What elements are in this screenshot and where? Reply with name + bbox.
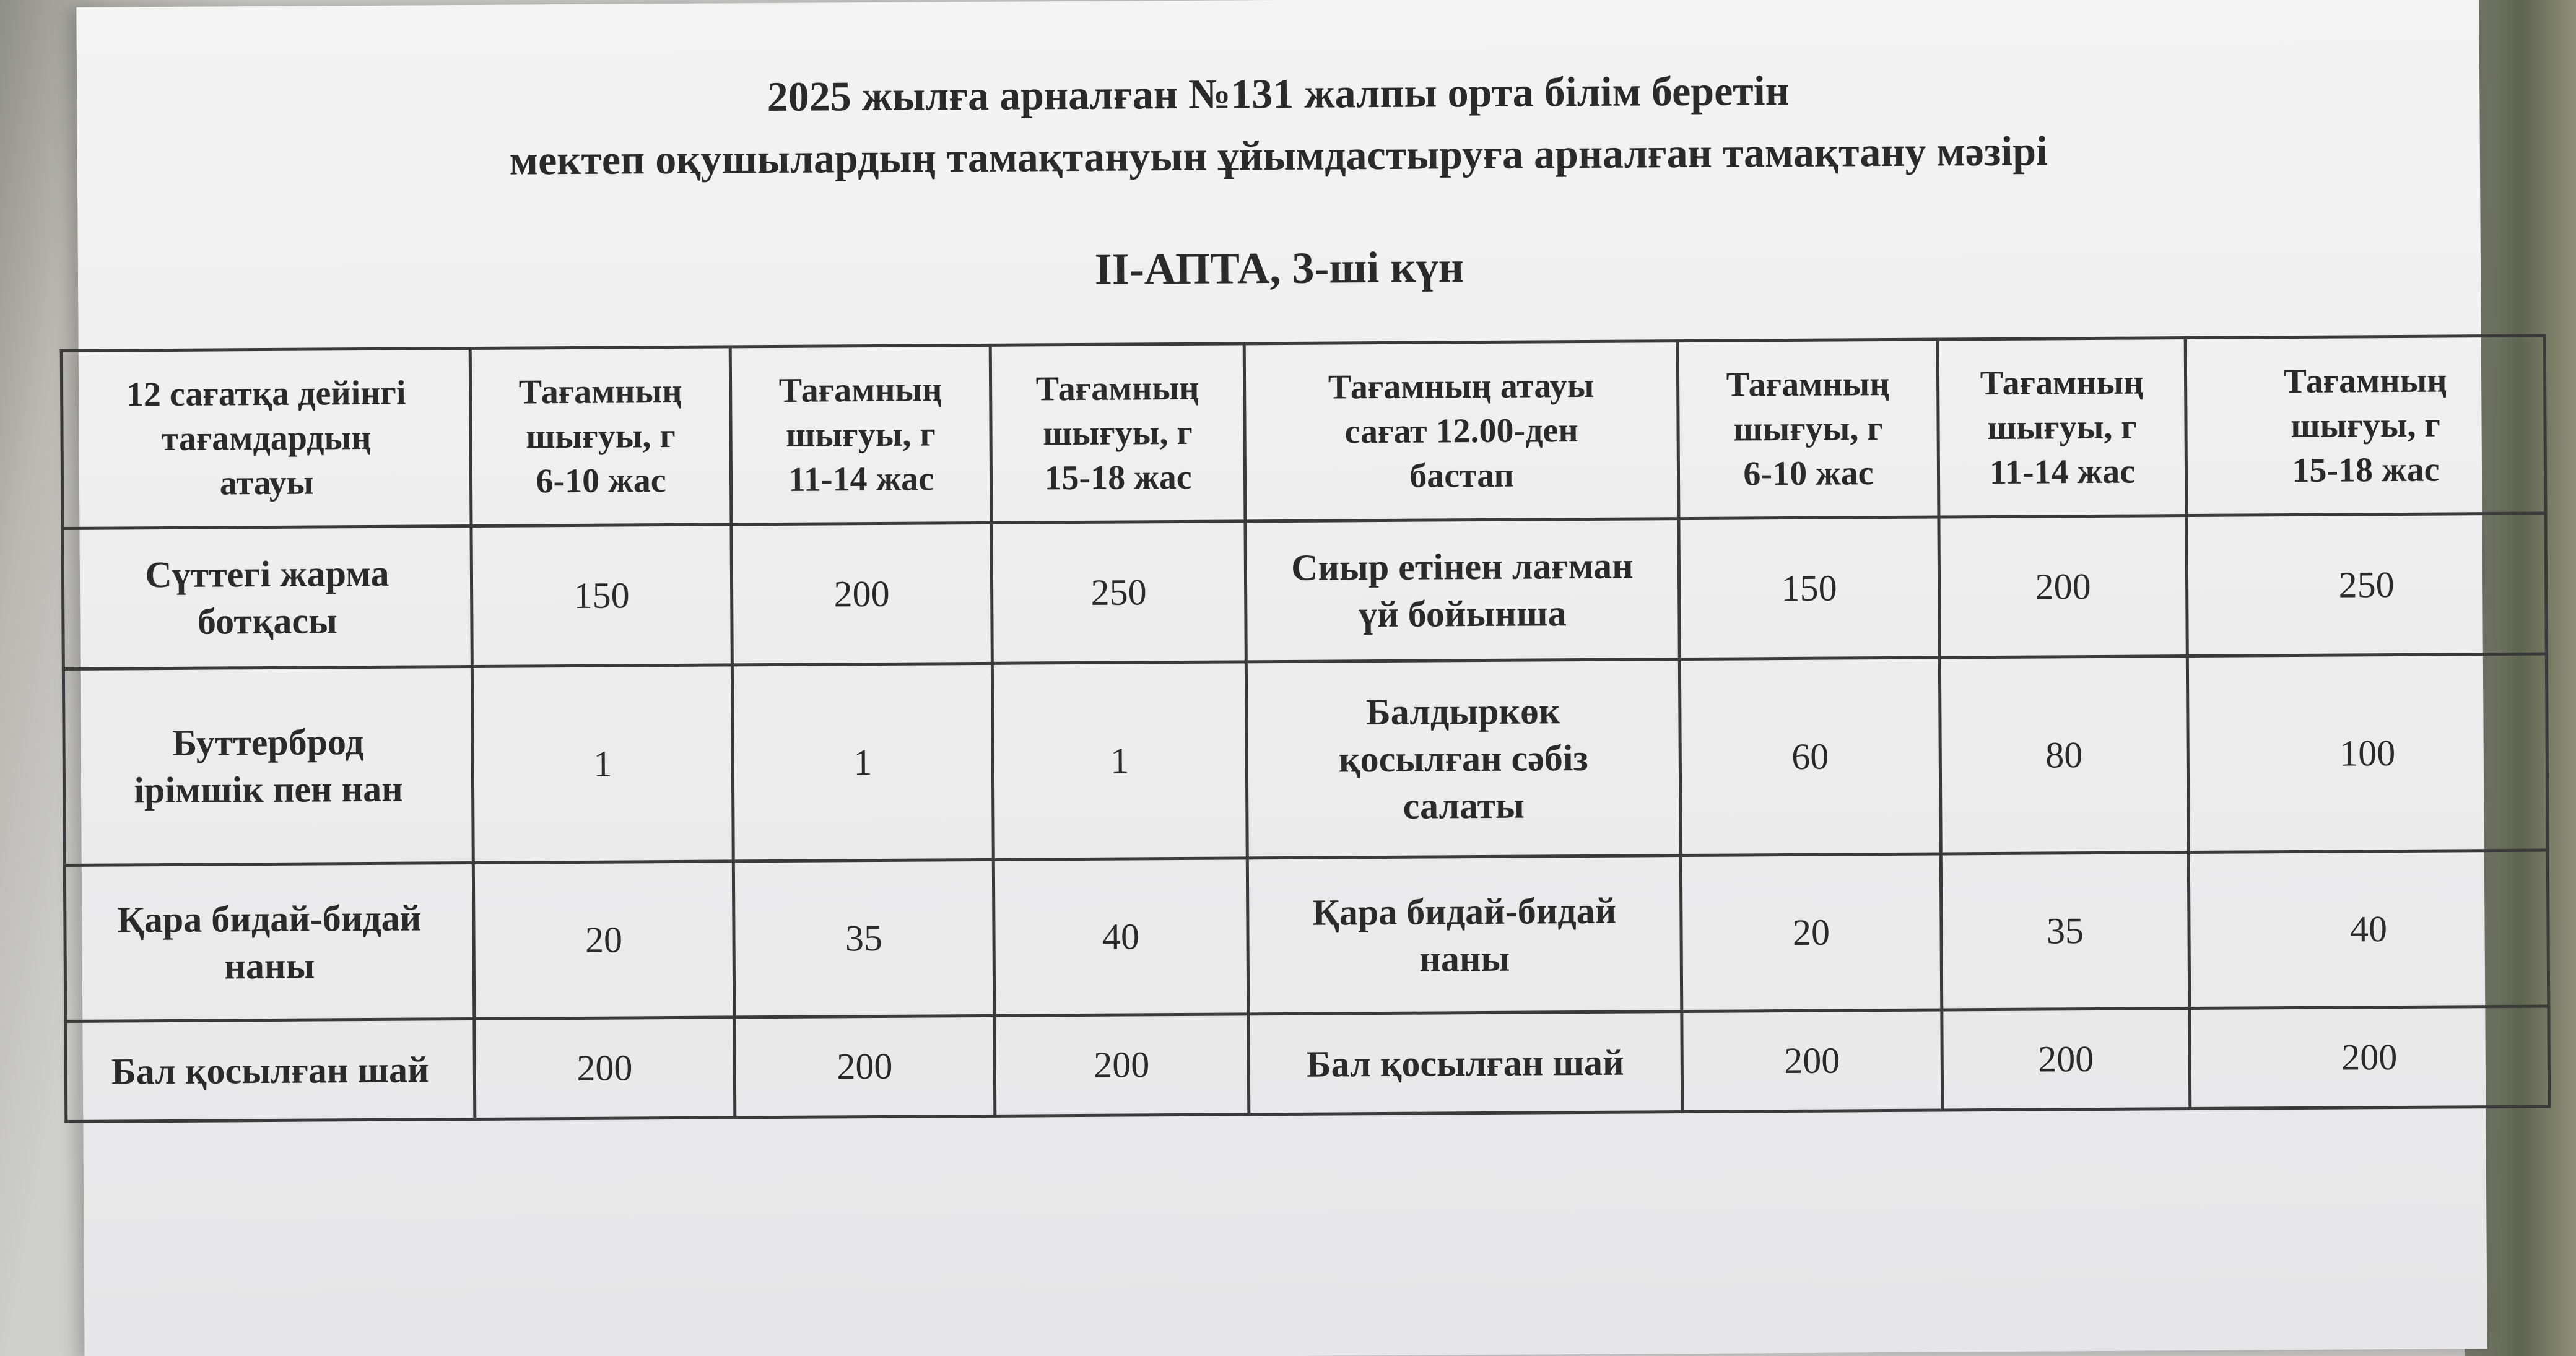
- before-noon-6-10-cell: 20: [473, 861, 734, 1019]
- after-noon-dish-cell: Балдыркөк қосылған сәбіз салаты: [1246, 659, 1681, 858]
- before-noon-15-18-cell: 40: [993, 858, 1248, 1015]
- after-noon-15-18-cell: 40: [2188, 850, 2549, 1009]
- before-noon-6-10-cell: 150: [471, 524, 732, 667]
- before-noon-11-14-cell: 200: [734, 1015, 995, 1118]
- table-row: [63, 654, 2548, 865]
- after-noon-6-10-cell: 150: [1679, 517, 1939, 659]
- before-noon-11-14-cell: 35: [733, 859, 994, 1017]
- after-noon-15-18-cell: 250: [2187, 513, 2546, 656]
- header-after-noon-11-14: Тағамның шығуы, г 11-14 жас: [1938, 338, 2187, 517]
- before-noon-11-14-cell: 1: [732, 663, 993, 861]
- after-noon-11-14-cell: 80: [1939, 656, 2188, 854]
- document-title-line-1: 2025 жылға арналған №131 жалпы орта білім беретін: [767, 66, 1790, 121]
- header-after-noon-6-10: Тағамның шығуы, г 6-10 жас: [1677, 339, 1939, 519]
- before-noon-dish-cell: Сүттегі жарма ботқасы: [63, 526, 472, 669]
- after-noon-dish-cell: Қара бидай-бидай наны: [1247, 856, 1682, 1014]
- after-noon-6-10-cell: 20: [1681, 854, 1942, 1012]
- menu-paper-sheet: [76, 0, 2487, 1356]
- menu-table: [60, 334, 2551, 1124]
- before-noon-dish-cell: Бал қосылған шай: [66, 1019, 475, 1121]
- header-before-noon-11-14: Тағамның шығуы, г 11-14 жас: [730, 345, 991, 524]
- before-noon-15-18-cell: 1: [992, 662, 1247, 859]
- header-before-noon-6-10: Тағамның шығуы, г 6-10 жас: [470, 347, 731, 526]
- table-row: [66, 1006, 2549, 1121]
- after-noon-11-14-cell: 200: [1939, 516, 2187, 658]
- before-noon-dish-cell: Буттерброд ірімшік пен нан: [63, 666, 473, 865]
- after-noon-11-14-cell: 200: [1942, 1009, 2190, 1110]
- header-before-noon-15-18: Тағамның шығуы, г 15-18 жас: [990, 344, 1245, 523]
- document-title-line-2: мектеп оқушылардың тамақтануын ұйымдастыруға арналған тамақтану мәзірі: [509, 127, 2048, 184]
- after-noon-6-10-cell: 200: [1682, 1010, 1943, 1112]
- table-header-row: [61, 336, 2546, 528]
- table-row: [64, 850, 2548, 1021]
- before-noon-6-10-cell: 1: [472, 665, 733, 863]
- document-subtitle: II-АПТА, 3-ші күн: [1094, 242, 1464, 294]
- header-before-noon-dish: 12 сағатқа дейінгі тағамдардың атауы: [61, 348, 471, 528]
- after-noon-15-18-cell: 200: [2190, 1006, 2549, 1109]
- before-noon-6-10-cell: 200: [474, 1017, 735, 1119]
- before-noon-15-18-cell: 250: [991, 521, 1246, 664]
- after-noon-dish-cell: Бал қосылған шай: [1248, 1012, 1682, 1115]
- after-noon-15-18-cell: 100: [2187, 654, 2548, 853]
- before-noon-dish-cell: Қара бидай-бидай наны: [64, 863, 474, 1021]
- before-noon-11-14-cell: 200: [731, 523, 992, 665]
- after-noon-11-14-cell: 35: [1941, 853, 2190, 1010]
- after-noon-dish-cell: Сиыр етінен лағман үй бойынша: [1245, 519, 1679, 662]
- after-noon-6-10-cell: 60: [1679, 658, 1941, 856]
- header-after-noon-15-18: Тағамның шығуы, г 15-18 жас: [2185, 336, 2546, 516]
- table-row: [63, 513, 2546, 669]
- header-after-noon-dish: Тағамның атауы сағат 12.00-ден бастап: [1244, 341, 1679, 521]
- before-noon-15-18-cell: 200: [994, 1014, 1249, 1116]
